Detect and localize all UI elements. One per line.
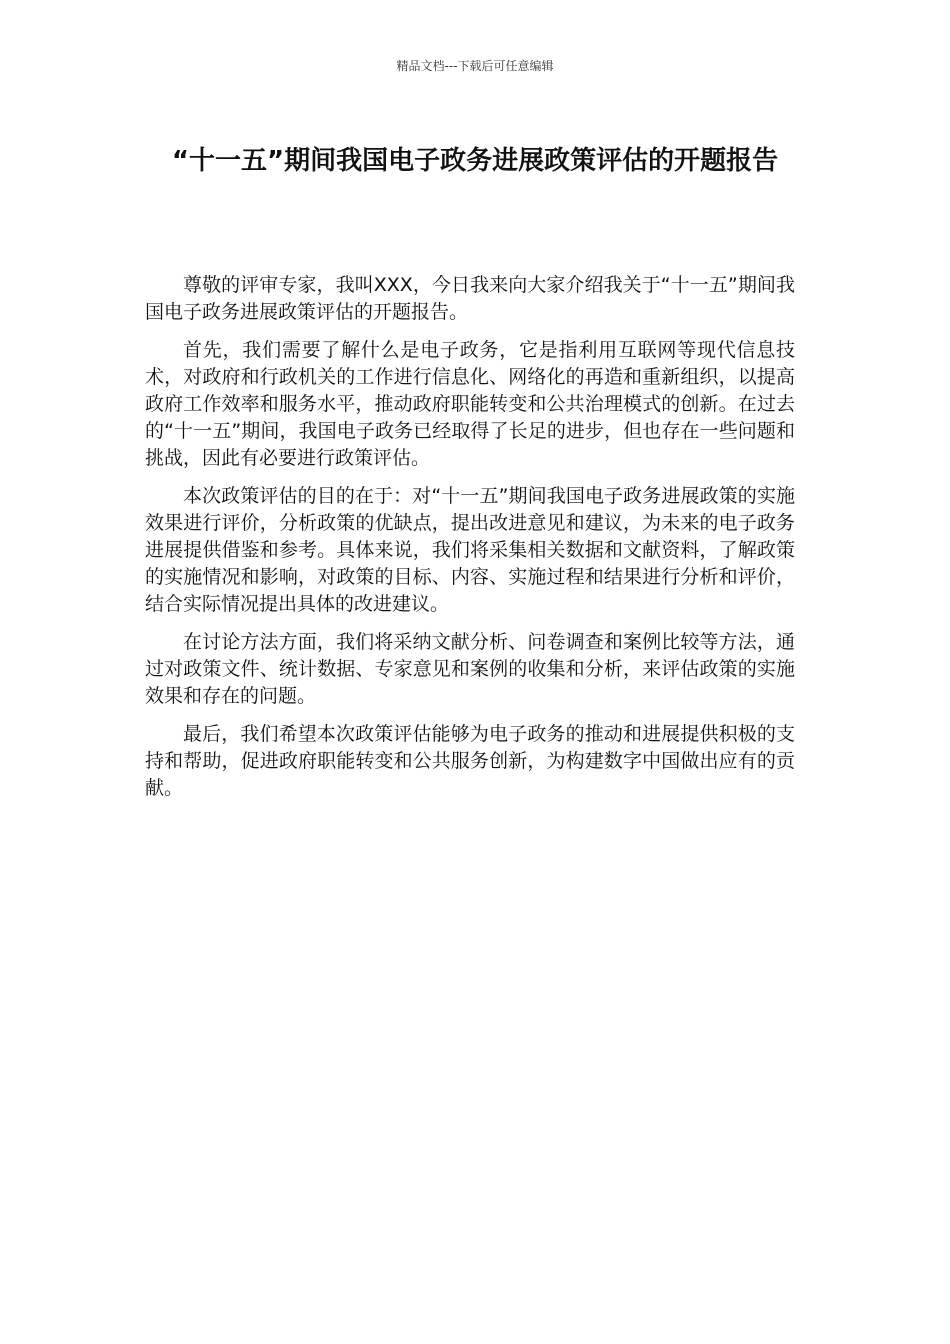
header-note: 精品文档---下载后可任意编辑	[396, 59, 554, 73]
document-title: “十一五”期间我国电子政务进展政策评估的开题报告	[171, 146, 779, 176]
paragraph-methods: 在讨论方法方面，我们将采纳文献分析、问卷调查和案例比较等方法，通过对政策文件、统计数据、专家意见和案例的收集和分析，来评估政策的实施效果和存在的问题。	[145, 631, 795, 707]
paragraph-intro: 尊敬的评审专家，我叫XXX，今日我来向大家介绍我关于“十一五”期间我国电子政务进展政策评估的开题报告。	[145, 274, 795, 323]
paragraph-purpose: 本次政策评估的目的在于：对“十一五”期间我国电子政务进展政策的实施效果进行评价，分析政策的优缺点，提出改进意见和建议，为未来的电子政务进展提供借鉴和参考。具体来说，我们将采集相关数据和文献资料，了解政策的实施情况和影响，对政策的目标、内容、实施过程和结果进行分析和评价，结合实际情况提出具体的改进建议。	[145, 485, 795, 615]
paragraph-background: 首先，我们需要了解什么是电子政务，它是指利用互联网等现代信息技术，对政府和行政机关的工作进行信息化、网络化的再造和重新组织，以提高政府工作效率和服务水平，推动政府职能转变和公共治理模式的创新。在过去的“十一五”期间，我国电子政务已经取得了长足的进步，但也存在一些问题和挑战，因此有必要进行政策评估。	[145, 339, 795, 469]
document-body	[145, 272, 795, 813]
paragraph-conclusion: 最后，我们希望本次政策评估能够为电子政务的推动和进展提供积极的支持和帮助，促进政府职能转变和公共服务创新，为构建数字中国做出应有的贡献。	[145, 723, 795, 799]
